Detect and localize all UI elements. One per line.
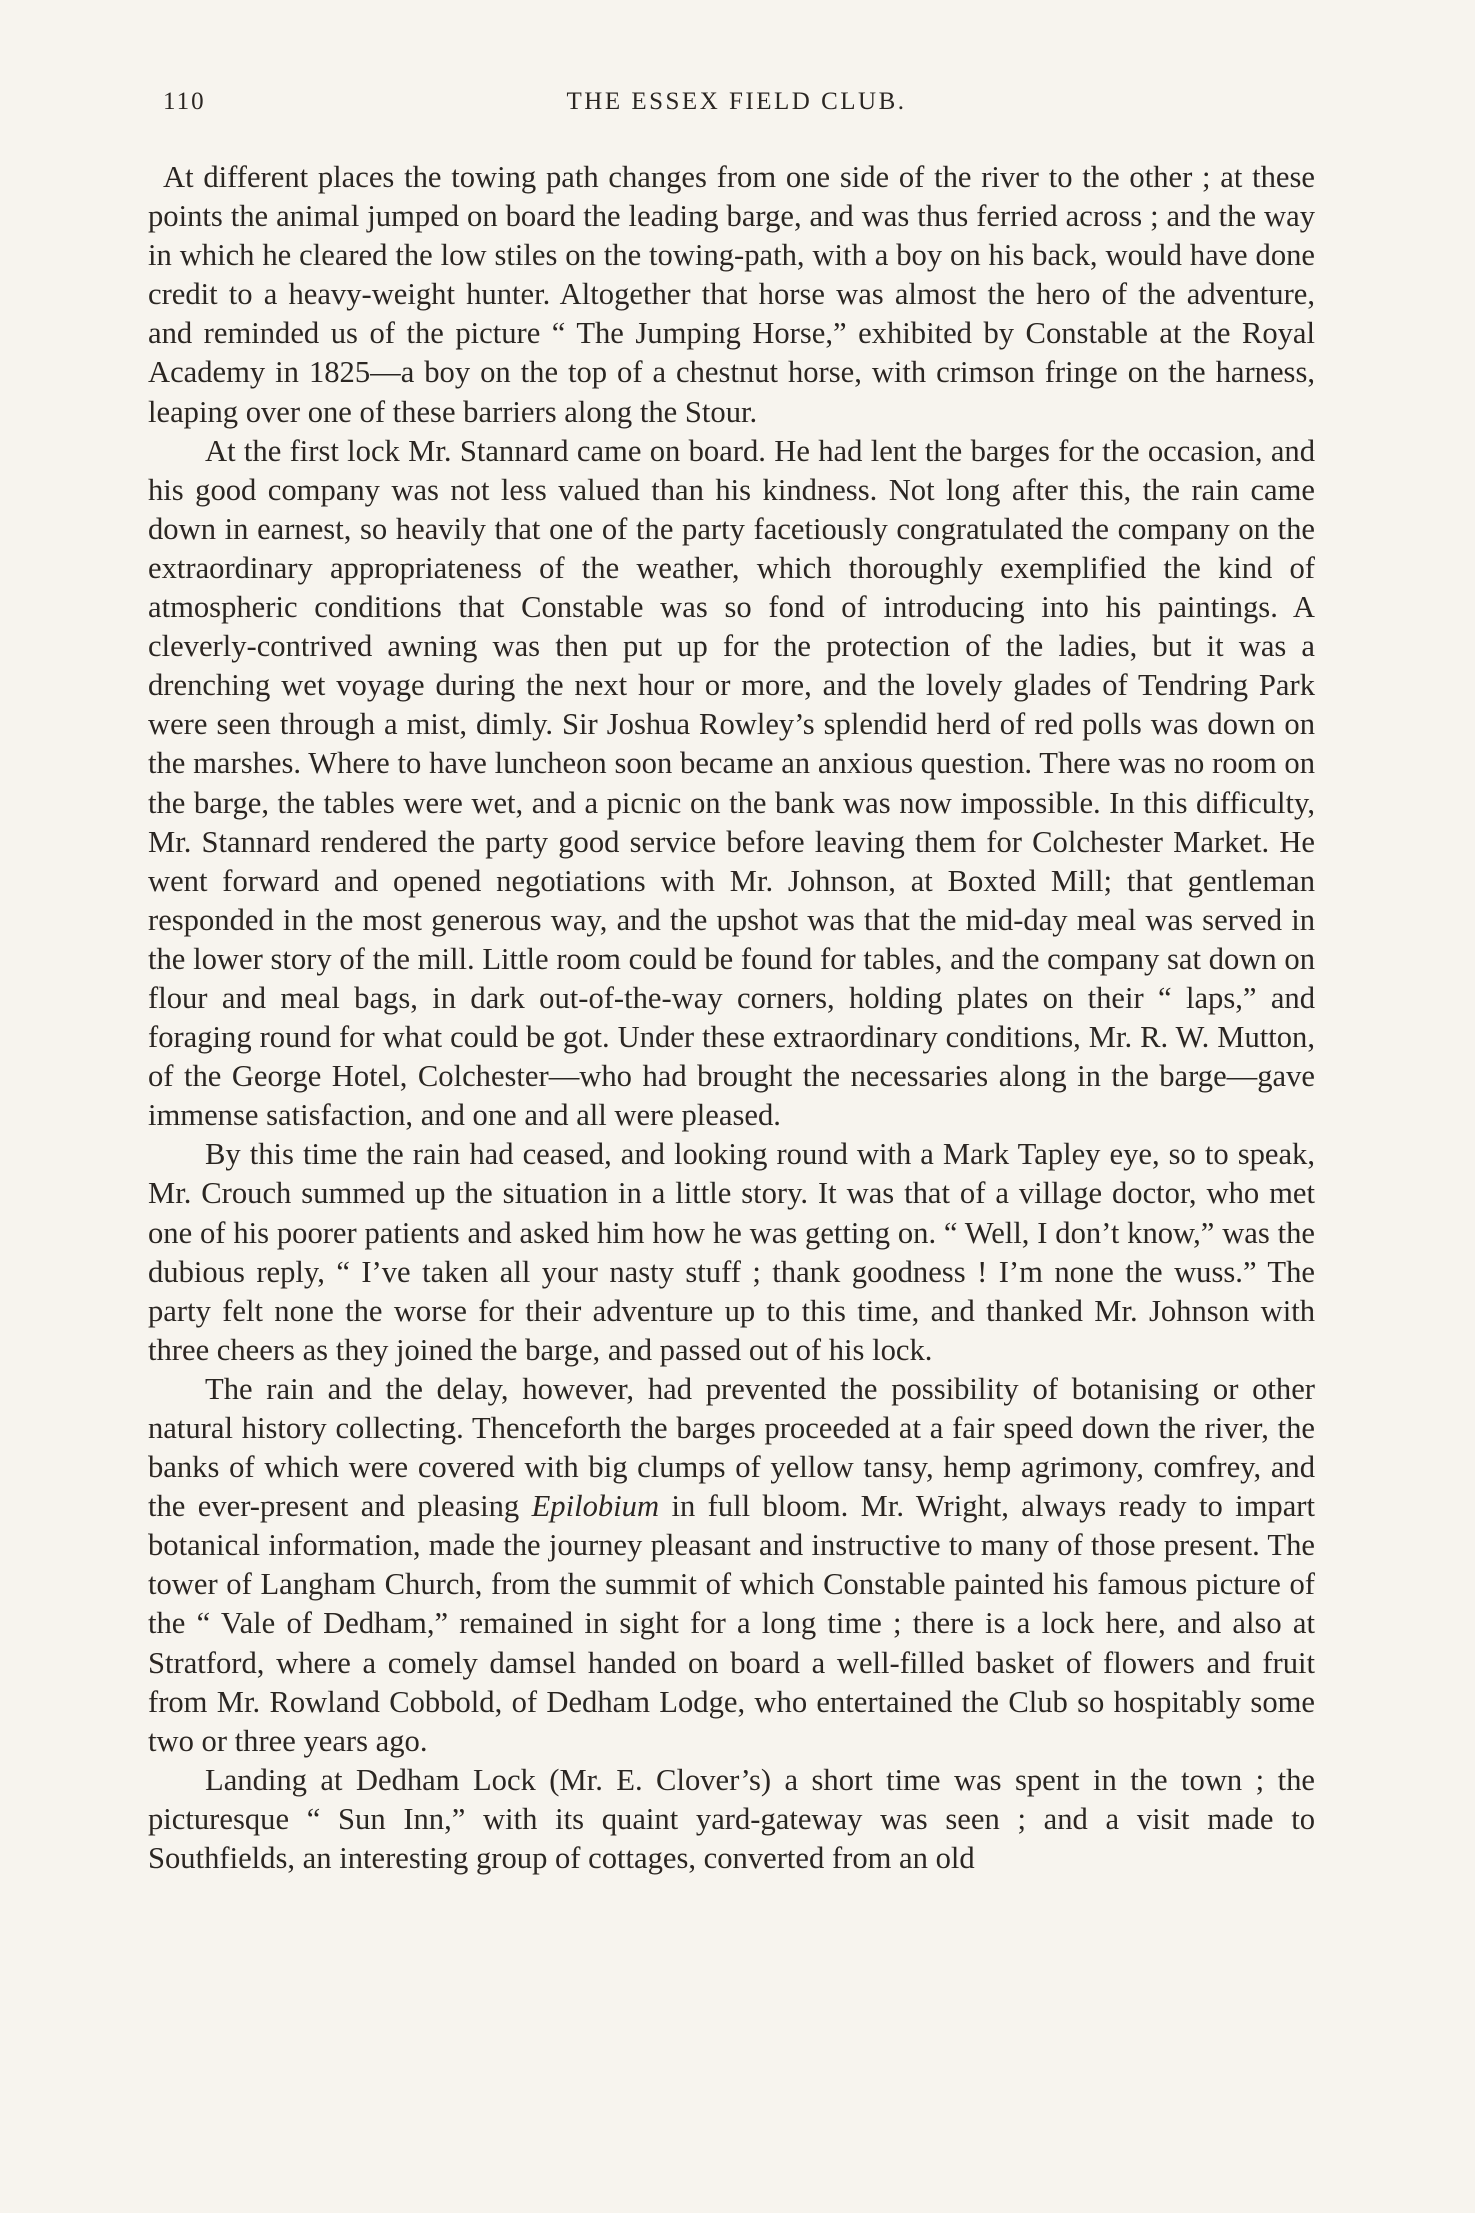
paragraph-botanising bbox=[148, 1370, 1315, 1761]
paragraph-dedham-lock: Landing at Dedham Lock (Mr. E. Clover’s) a short time was spent in the town ; the picturesque “ Sun Inn,” with its quaint yard-gateway was seen ; and a visit made to Southfields, an interesting group of cottages, converted from an old bbox=[148, 1762, 1315, 1876]
paragraph-rain-ceased: By this time the rain had ceased, and looking round with a Mark Tapley eye, so to speak, Mr. Crouch summed up the situation in a little story. It was that of a village doctor, who met one of his poorer patients and asked him how he was getting on. “ Well, I don’t know,” was the dubious reply, “ I’ve taken all your nasty stuff ; thank goodness ! I’m none the wuss.” The party felt none the worse for their adventure up to this time, and thanked Mr. Johnson with three cheers as they joined the barge, and passed out of his lock. bbox=[148, 1137, 1315, 1367]
text-body bbox=[148, 158, 1315, 1878]
page-number: 110 bbox=[163, 88, 206, 115]
paragraph-text: The rain and the delay, however, had prevented the possibility of botanising or other natural history collecting. Thenceforth the barges proceeded at a fair speed down the river, the banks of which were covered with big clumps of yellow tansy, hemp agrimony, comfrey, and the ever-present and pleasing bbox=[148, 1371, 1315, 1524]
running-head bbox=[163, 88, 1310, 118]
italic-plant-name: Epilobium bbox=[531, 1489, 660, 1524]
journal-title: THE ESSEX FIELD CLUB. bbox=[566, 88, 907, 115]
paragraph-towing-path: At different places the towing path changes from one side of the river to the other ; at these points the animal jumped on board the leading barge, and was thus ferried across ; and the way in which he cleared the low stiles on the towing-path, with a boy on his back, would have done credit to a heavy-weight hunter. Altogether that horse was almost the hero of the adventure, and reminded us of the picture “ The Jumping Horse,” exhibited by Constable at the Royal Academy in 1825—a boy on the top of a chestnut horse, with crimson fringe on the harness, leaping over one of these barriers along the Stour. bbox=[148, 160, 1315, 429]
paragraph-first-lock: At the first lock Mr. Stannard came on board. He had lent the barges for the occasion, and his good company was not less valued than his kindness. Not long after this, the rain came down in earnest, so heavily that one of the party facetiously congratulated the company on the extraordinary appropriateness of the weather, which thoroughly exemplified the kind of atmospheric conditions that Constable was so fond of introducing into his paintings. A cleverly-contrived awning was then put up for the protection of the ladies, but it was a drenching wet voyage during the next hour or more, and the lovely glades of Tendring Park were seen through a mist, dimly. Sir Joshua Rowley’s splendid herd of red polls was down on the marshes. Where to have luncheon soon became an anxious question. There was no room on the barge, the tables were wet, and a picnic on the bank was now impossible. In this difficulty, Mr. Stannard rendered the party good service before leaving them for Colchester Market. He went forward and opened negotiations with Mr. Johnson, at Boxted Mill; that gentleman responded in the most generous way, and the upshot was that the mid-day meal was served in the lower story of the mill. Little room could be found for tables, and the company sat down on flour and meal bags, in dark out-of-the-way corners, holding plates on their “ laps,” and foraging round for what could be got. Under these extraordinary conditions, Mr. R. W. Mutton, of the George Hotel, Colchester—who had brought the necessaries along in the barge—gave immense satisfaction, and one and all were pleased. bbox=[148, 433, 1315, 1133]
paragraph-text: in full bloom. Mr. Wright, always ready to impart botanical information, made the journey pleasant and instructive to many of those present. The tower of Langham Church, from the summit of which Constable painted his famous picture of the “ Vale of Dedham,” remained in sight for a long time ; there is a lock here, and also at Stratford, where a comely damsel handed on board a well-filled basket of flowers and fruit from Mr. Rowland Cobbold, of Dedham Lodge, who entertained the Club so hospitably some two or three years ago. bbox=[148, 1489, 1315, 1758]
